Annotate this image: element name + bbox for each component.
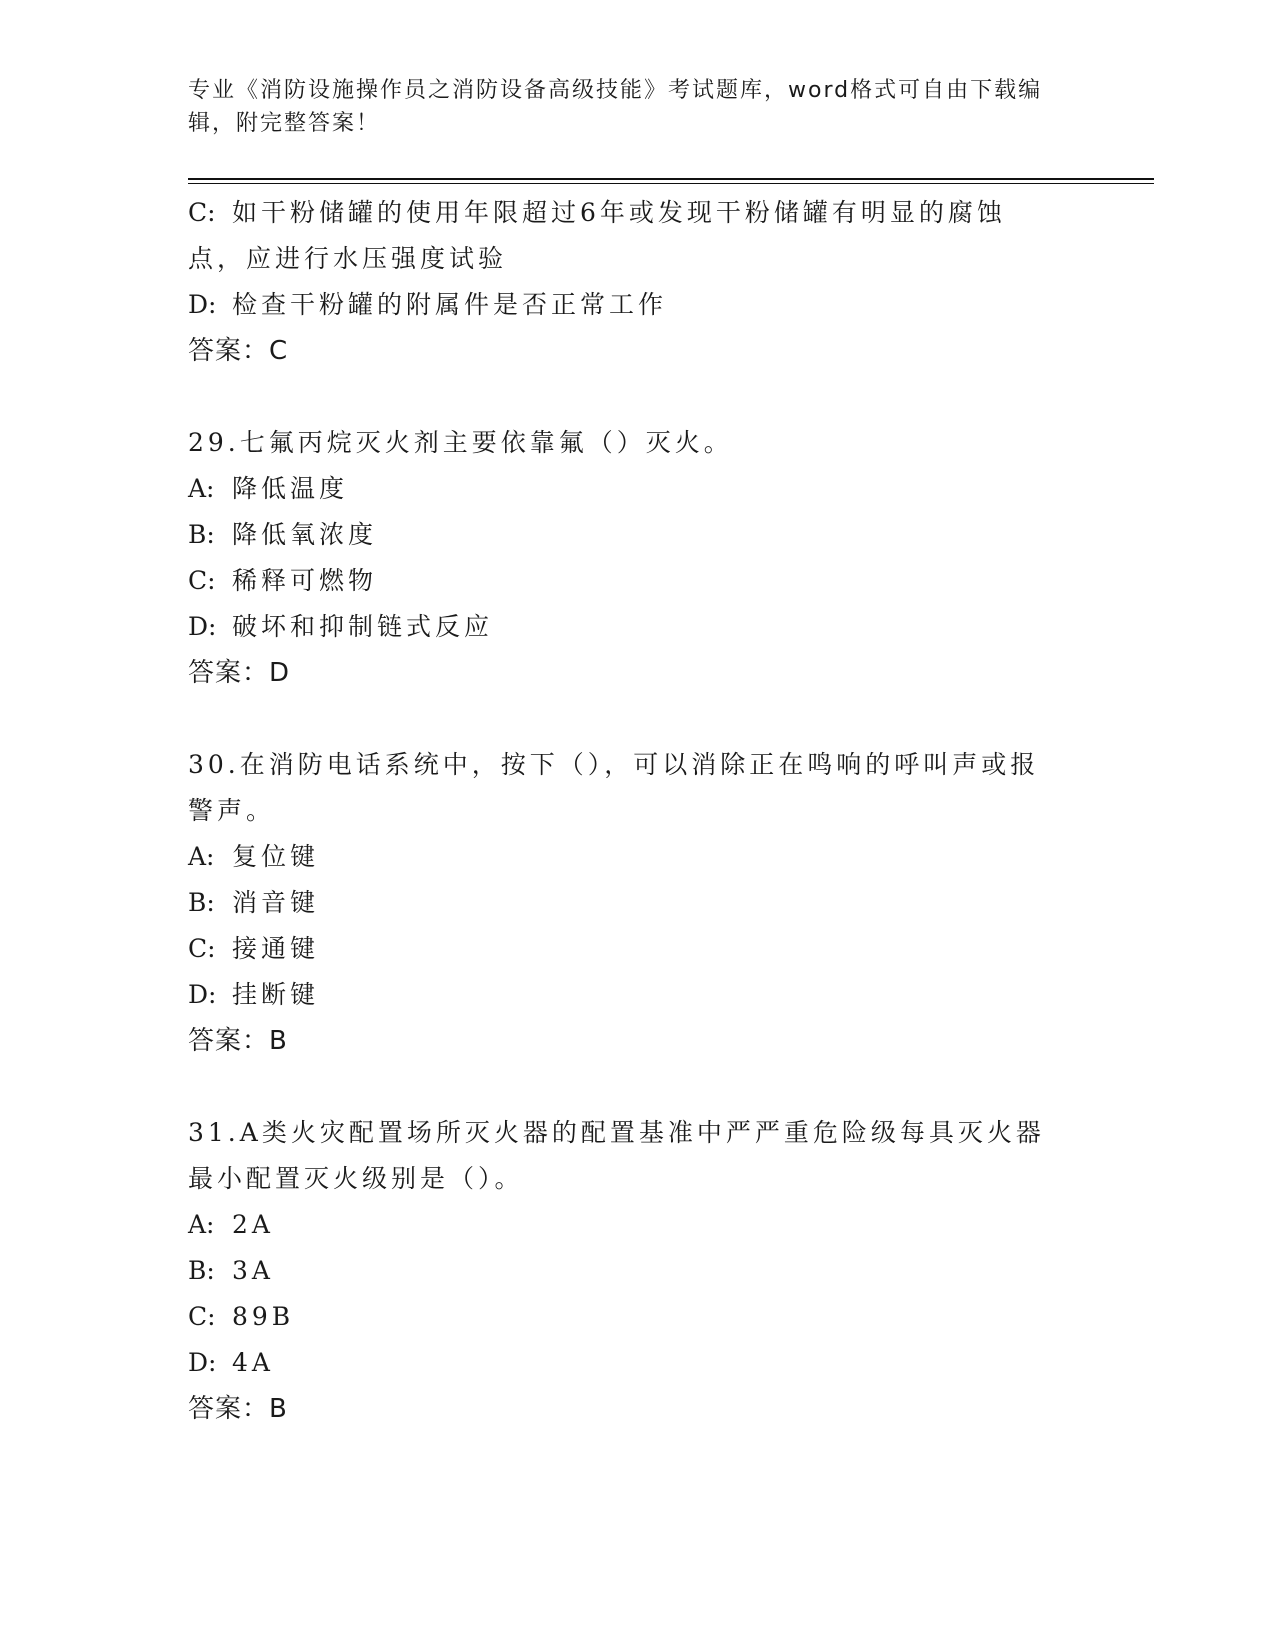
option-letter: A: [188,1210,215,1239]
option-text: 复位键 [232,842,320,871]
option-letter: C: [188,1302,216,1331]
option-c [188,1294,1088,1340]
option-text: 检查干粉罐的附属件是否正常工作 [232,290,668,319]
option-d [188,604,1088,650]
option-a [188,1202,1088,1248]
option-text: 2A [232,1210,274,1239]
option-text: 4A [232,1348,274,1377]
option-text: 挂断键 [232,980,320,1009]
option-b [188,512,1088,558]
question-stem: 30.在消防电话系统中，按下（），可以消除正在鸣响的呼叫声或报警声。 [188,750,1040,825]
option-d [188,282,1088,328]
question-28-tail [188,190,1088,374]
spacer [188,696,1088,742]
option-a [188,834,1088,880]
option-letter: B: [188,520,215,549]
option-text: 消音键 [232,888,320,917]
option-c [188,558,1088,604]
answer-line: 答案：B [188,1026,288,1056]
spacer [188,1064,1088,1110]
option-letter: D: [188,290,217,319]
question-stem: 29.七氟丙烷灭火剂主要依靠氟（）灭火。 [188,428,733,457]
option-letter: B: [188,888,215,917]
option-letter: C: [188,934,216,963]
answer-line: 答案：D [188,658,291,688]
question-list [188,190,1088,1432]
option-letter: C: [188,198,216,227]
option-b [188,1248,1088,1294]
option-text: 破坏和抑制链式反应 [232,612,494,641]
option-text: 89B [232,1302,295,1331]
option-letter: A: [188,842,215,871]
option-text: 降低氧浓度 [232,520,378,549]
option-a [188,466,1088,512]
divider-line-thick [188,178,1154,180]
option-letter: D: [188,980,217,1009]
option-text: 降低温度 [232,474,349,503]
spacer [188,374,1088,420]
option-letter: D: [188,1348,217,1377]
option-letter: D: [188,612,217,641]
document-header: 专业《消防设施操作员之消防设备高级技能》考试题库，word格式可自由下载编辑，附完整答案！ [188,78,1043,136]
option-c [188,926,1088,972]
option-b [188,880,1088,926]
option-letter: B: [188,1256,215,1285]
question-stem: 31.A类火灾配置场所灭火器的配置基准中严严重危险级每具灭火器最小配置灭火级别是（）。 [188,1118,1045,1193]
question-30 [188,742,1088,1064]
option-text: 稀释可燃物 [232,566,378,595]
question-29 [188,420,1088,696]
option-text: 如干粉储罐的使用年限超过6年或发现干粉储罐有明显的腐蚀点，应进行水压强度试验 [188,198,1006,273]
question-31 [188,1110,1088,1432]
option-c [188,190,1048,282]
option-letter: C: [188,566,216,595]
option-letter: A: [188,474,215,503]
divider-line-thin [188,183,1154,184]
option-text: 3A [232,1256,274,1285]
header-divider [188,178,1154,184]
option-d [188,972,1088,1018]
option-d [188,1340,1088,1386]
answer-line: 答案：C [188,336,289,366]
answer-line: 答案：B [188,1394,288,1424]
option-text: 接通键 [232,934,320,963]
